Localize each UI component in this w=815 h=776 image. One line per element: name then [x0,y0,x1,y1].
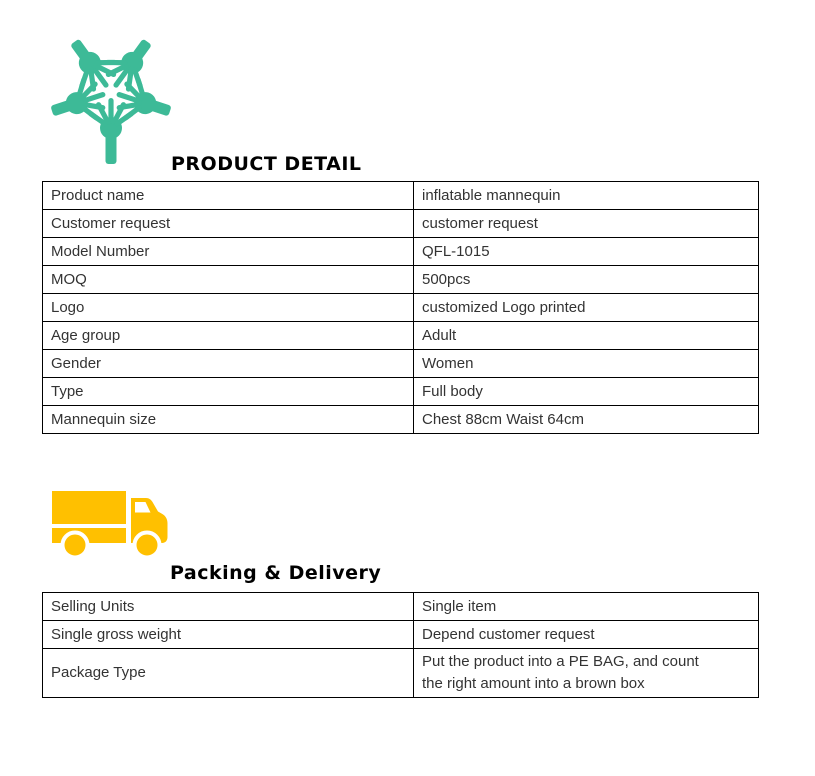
delivery-truck-icon [50,485,175,560]
spec-value: 500pcs [414,266,759,294]
table-row [43,378,759,406]
product-detail-table [42,181,759,434]
spec-value: Women [414,350,759,378]
spec-value: Chest 88cm Waist 64cm [414,406,759,434]
table-row [43,649,759,698]
spec-label: Customer request [43,210,414,238]
spec-value: customized Logo printed [414,294,759,322]
table-row [43,294,759,322]
spec-value: QFL-1015 [414,238,759,266]
table-row [43,593,759,621]
spec-value: Full body [414,378,759,406]
table-row [43,322,759,350]
spec-value: Put the product into a PE BAG, and count the right amount into a brown box [414,649,759,698]
spec-value: customer request [414,210,759,238]
table-row [43,210,759,238]
spec-value: Single item [414,593,759,621]
spec-label: Gender [43,350,414,378]
table-row [43,621,759,649]
teamwork-hands-icon [50,28,172,165]
spec-label: Logo [43,294,414,322]
spec-label: Type [43,378,414,406]
packing-delivery-table [42,592,759,698]
spec-label: Age group [43,322,414,350]
spec-label: Product name [43,182,414,210]
spec-label: Package Type [43,649,414,698]
table-row [43,406,759,434]
spec-label: Single gross weight [43,621,414,649]
table-row [43,238,759,266]
spec-value: inflatable mannequin [414,182,759,210]
table-row [43,350,759,378]
spec-value: Adult [414,322,759,350]
table-row [43,266,759,294]
spec-label: Selling Units [43,593,414,621]
packing-delivery-heading: Packing & Delivery [170,562,382,584]
table-row [43,182,759,210]
spec-label: Mannequin size [43,406,414,434]
spec-label: Model Number [43,238,414,266]
spec-value: Depend customer request [414,621,759,649]
spec-label: MOQ [43,266,414,294]
product-detail-heading: PRODUCT DETAIL [171,153,362,175]
